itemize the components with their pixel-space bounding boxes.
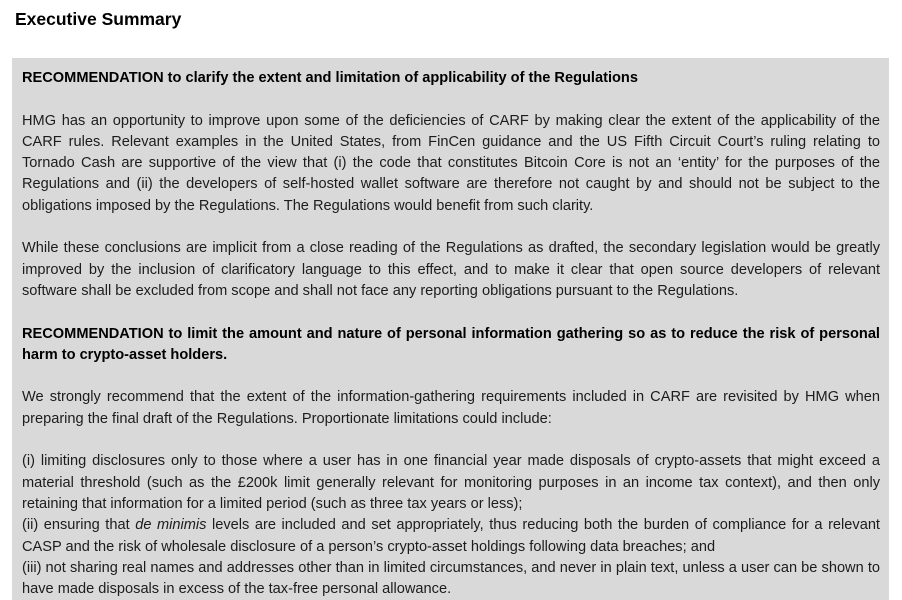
recommendation-heading-personal-information: RECOMMENDATION to limit the amount and nature of personal information gathering so as to reduce the risk of personal harm to crypto-asset holders.: [22, 325, 880, 363]
page-title: Executive Summary: [15, 9, 182, 29]
list-item-de-minimis-emphasis: de minimis: [135, 517, 207, 534]
list-item-de-minimis: [22, 515, 880, 558]
paragraph-clarificatory-language: While these conclusions are implicit from a close reading of the Regulations as drafted, the secondary legislation would be greatly improved by the inclusion of clarificatory language to this effect, and to make it clear that open source developers of relevant software shall be excluded from scope and shall not face any reporting obligations pursuant to the Regulations.: [22, 240, 880, 299]
paragraph-information-gathering: We strongly recommend that the extent of the information-gathering requirements included in CARF are revisited by HMG when preparing the final draft of the Regulations. Proportionate limitations could include:: [22, 389, 880, 427]
list-item-de-minimis-suffix: levels are included and set appropriately, thus reducing both the burden of compliance for a relevant CASP and the risk of wholesale disclosure of a person’s crypto-asset holdings following data breaches; and: [22, 517, 880, 555]
executive-summary-box: [12, 58, 889, 600]
list-item-limiting-disclosures: (i) limiting disclosures only to those where a user has in one financial year made disposals of crypto-assets that might exceed a material threshold (such as the £200k limit generally relevant for monitoring purposes in an income tax context), and then only retaining that information for a limited period (such as three tax years or less);: [22, 453, 880, 512]
paragraph-carf-applicability: HMG has an opportunity to improve upon some of the deficiencies of CARF by making clear the extent of the applicability of the CARF rules. Relevant examples in the United States, from FinCen guidance and the US Fifth Circuit Court’s ruling relating to Tornado Cash are supportive of the view that (i) the code that constitutes Bitcoin Core is not an ‘entity’ for the purposes of the Regulations and (ii) the developers of self-hosted wallet software are therefore not caught by and should not be subject to the obligations imposed by the Regulations. The Regulations would benefit from such clarity.: [22, 112, 880, 214]
recommendation-heading-applicability: RECOMMENDATION to clarify the extent and limitation of applicability of the Regulations: [22, 70, 638, 86]
list-item-de-minimis-prefix: (ii) ensuring that: [22, 517, 136, 534]
list-item-real-names: (iii) not sharing real names and addresses other than in limited circumstances, and never in plain text, unless a user can be shown to have made disposals in excess of the tax-free personal allowance.: [22, 559, 880, 598]
